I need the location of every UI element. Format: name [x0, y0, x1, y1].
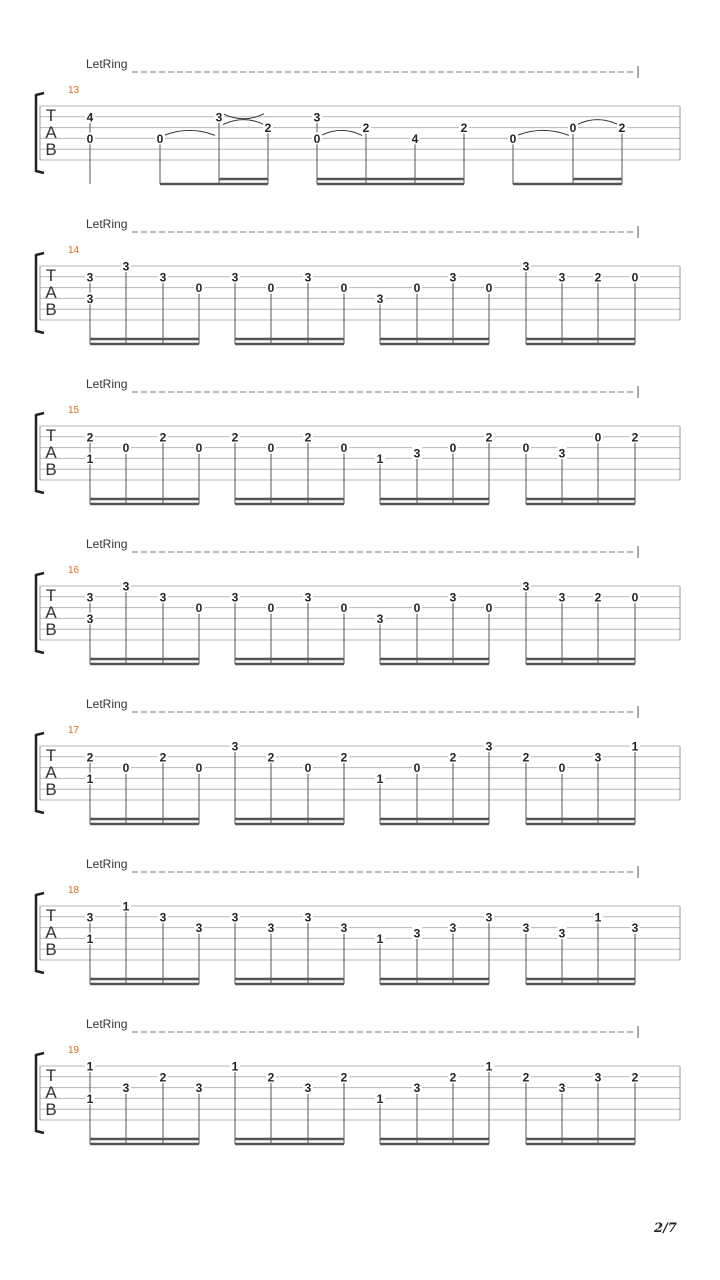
tab-system — [36, 217, 680, 344]
fret-number: 3 — [231, 739, 239, 754]
fret-number: 0 — [449, 441, 457, 456]
fret-number: 0 — [485, 281, 493, 296]
fret-number: 0 — [631, 270, 639, 285]
tab-clef-letter: T — [45, 266, 57, 285]
fret-number: 2 — [594, 590, 602, 605]
fret-number: 3 — [558, 270, 566, 285]
fret-number: 3 — [304, 270, 312, 285]
tie-arc — [577, 120, 618, 125]
measure-number: 19 — [68, 1045, 80, 1056]
fret-number: 2 — [159, 750, 167, 765]
fret-number: 1 — [376, 771, 384, 786]
tab-clef-letter: T — [45, 1066, 57, 1085]
fret-number: 2 — [304, 430, 312, 445]
tab-system — [36, 57, 680, 184]
fret-number: 1 — [631, 739, 639, 754]
let-ring-label: LetRing — [86, 537, 128, 551]
let-ring-label: LetRing — [86, 217, 128, 231]
fret-number: 2 — [267, 750, 275, 765]
fret-number: 3 — [558, 590, 566, 605]
tab-system — [36, 857, 680, 984]
fret-number: 3 — [122, 1081, 130, 1096]
fret-number: 3 — [594, 750, 602, 765]
tab-clef-letter: B — [45, 620, 57, 639]
fret-number: 1 — [376, 931, 384, 946]
fret-number: 3 — [231, 270, 239, 285]
fret-number: 2 — [522, 750, 530, 765]
fret-number: 0 — [267, 281, 275, 296]
fret-number: 2 — [631, 1070, 639, 1085]
fret-number: 3 — [376, 291, 384, 306]
fret-number: 3 — [122, 259, 130, 274]
tab-clef-letter: T — [45, 746, 57, 765]
fret-number: 2 — [340, 750, 348, 765]
fret-number: 3 — [231, 590, 239, 605]
fret-number: 3 — [86, 291, 94, 306]
let-ring-label: LetRing — [86, 697, 128, 711]
fret-number: 0 — [509, 131, 517, 146]
fret-number: 3 — [304, 910, 312, 925]
tie-arc — [164, 130, 215, 135]
fret-number: 3 — [159, 910, 167, 925]
fret-number: 2 — [631, 430, 639, 445]
tab-clef-letter: A — [45, 763, 57, 782]
fret-number: 3 — [558, 926, 566, 941]
fret-number: 0 — [413, 281, 421, 296]
fret-number: 2 — [449, 750, 457, 765]
fret-number: 2 — [485, 430, 493, 445]
tab-clef-letter: A — [45, 123, 57, 142]
fret-number: 0 — [267, 601, 275, 616]
fret-number: 3 — [522, 579, 530, 594]
fret-number: 2 — [231, 430, 239, 445]
tab-clef-letter: B — [45, 780, 57, 799]
fret-number: 1 — [376, 451, 384, 466]
fret-number: 0 — [156, 131, 164, 146]
fret-number: 3 — [231, 910, 239, 925]
measure-number: 17 — [68, 725, 80, 736]
fret-number: 3 — [594, 1070, 602, 1085]
fret-number: 2 — [618, 121, 626, 136]
fret-number: 0 — [195, 601, 203, 616]
fret-number: 3 — [449, 921, 457, 936]
fret-number: 0 — [340, 281, 348, 296]
tab-clef-letter: B — [45, 140, 57, 159]
tab-clef-letter: T — [45, 426, 57, 445]
fret-number: 0 — [485, 601, 493, 616]
fret-number: 4 — [411, 131, 419, 146]
fret-number: 3 — [413, 926, 421, 941]
tab-clef-letter: B — [45, 300, 57, 319]
fret-number: 3 — [86, 270, 94, 285]
fret-number: 2 — [460, 121, 468, 136]
fret-number: 0 — [304, 761, 312, 776]
fret-number: 3 — [86, 910, 94, 925]
fret-number: 3 — [449, 590, 457, 605]
fret-number: 3 — [86, 590, 94, 605]
fret-number: 3 — [195, 921, 203, 936]
fret-number: 3 — [122, 579, 130, 594]
let-ring-label: LetRing — [86, 857, 128, 871]
fret-number: 3 — [304, 590, 312, 605]
fret-number: 0 — [413, 761, 421, 776]
page-number: 2/7 — [654, 1221, 677, 1236]
fret-number: 1 — [86, 931, 94, 946]
tab-clef-letter: A — [45, 283, 57, 302]
fret-number: 2 — [340, 1070, 348, 1085]
fret-number: 0 — [313, 131, 321, 146]
measure-number: 15 — [68, 405, 80, 416]
fret-number: 2 — [594, 270, 602, 285]
tab-system — [36, 1017, 680, 1144]
tab-clef-letter: A — [45, 1083, 57, 1102]
fret-number: 3 — [449, 270, 457, 285]
fret-number: 3 — [413, 1081, 421, 1096]
let-ring-label: LetRing — [86, 57, 128, 71]
tab-system — [36, 377, 680, 504]
fret-number: 3 — [485, 739, 493, 754]
fret-number: 1 — [86, 771, 94, 786]
tab-clef-letter: A — [45, 603, 57, 622]
fret-number: 0 — [86, 131, 94, 146]
fret-number: 3 — [304, 1081, 312, 1096]
fret-number: 0 — [569, 121, 577, 136]
tab-clef-letter: A — [45, 443, 57, 462]
fret-number: 0 — [122, 761, 130, 776]
fret-number: 2 — [522, 1070, 530, 1085]
fret-number: 3 — [522, 259, 530, 274]
fret-number: 3 — [413, 446, 421, 461]
measure-number: 13 — [68, 85, 80, 96]
fret-number: 3 — [340, 921, 348, 936]
fret-number: 1 — [86, 451, 94, 466]
fret-number: 2 — [264, 121, 272, 136]
fret-number: 1 — [594, 910, 602, 925]
fret-number: 1 — [86, 1059, 94, 1074]
let-ring-label: LetRing — [86, 1017, 128, 1031]
fret-number: 0 — [594, 430, 602, 445]
tab-clef-letter: A — [45, 923, 57, 942]
fret-number: 3 — [485, 910, 493, 925]
fret-number: 1 — [376, 1091, 384, 1106]
fret-number: 0 — [558, 761, 566, 776]
tie-arc — [321, 130, 362, 135]
fret-number: 3 — [631, 921, 639, 936]
fret-number: 3 — [313, 110, 321, 125]
let-ring-label: LetRing — [86, 377, 128, 391]
fret-number: 2 — [86, 750, 94, 765]
tab-clef-letter: B — [45, 1100, 57, 1119]
fret-number: 1 — [231, 1059, 239, 1074]
fret-number: 0 — [340, 441, 348, 456]
tab-system — [36, 537, 680, 664]
fret-number: 0 — [413, 601, 421, 616]
fret-number: 3 — [558, 446, 566, 461]
measure-number: 14 — [68, 245, 80, 256]
fret-number: 0 — [195, 281, 203, 296]
fret-number: 3 — [86, 611, 94, 626]
fret-number: 1 — [86, 1091, 94, 1106]
measure-number: 18 — [68, 885, 80, 896]
fret-number: 4 — [86, 110, 94, 125]
tab-clef-letter: T — [45, 106, 57, 125]
fret-number: 3 — [267, 921, 275, 936]
fret-number: 3 — [522, 921, 530, 936]
fret-number: 0 — [522, 441, 530, 456]
fret-number: 2 — [449, 1070, 457, 1085]
fret-number: 3 — [159, 270, 167, 285]
fret-number: 0 — [340, 601, 348, 616]
fret-number: 2 — [362, 121, 370, 136]
fret-number: 1 — [122, 899, 130, 914]
fret-number: 2 — [159, 1070, 167, 1085]
fret-number: 3 — [159, 590, 167, 605]
fret-number: 0 — [195, 441, 203, 456]
tie-arc — [223, 120, 264, 125]
tab-clef-letter: T — [45, 906, 57, 925]
tab-system — [36, 697, 680, 824]
fret-number: 3 — [376, 611, 384, 626]
tab-clef-letter: T — [45, 586, 57, 605]
fret-number: 0 — [122, 441, 130, 456]
fret-number: 3 — [195, 1081, 203, 1096]
fret-number: 0 — [631, 590, 639, 605]
fret-number: 3 — [558, 1081, 566, 1096]
fret-number: 0 — [195, 761, 203, 776]
tie-arc — [517, 130, 569, 135]
fret-number: 2 — [267, 1070, 275, 1085]
tab-clef-letter: B — [45, 940, 57, 959]
fret-number: 1 — [485, 1059, 493, 1074]
fret-number: 2 — [86, 430, 94, 445]
tab-clef-letter: B — [45, 460, 57, 479]
fret-number: 0 — [267, 441, 275, 456]
fret-number: 2 — [159, 430, 167, 445]
measure-number: 16 — [68, 565, 80, 576]
fret-number: 3 — [215, 110, 223, 125]
